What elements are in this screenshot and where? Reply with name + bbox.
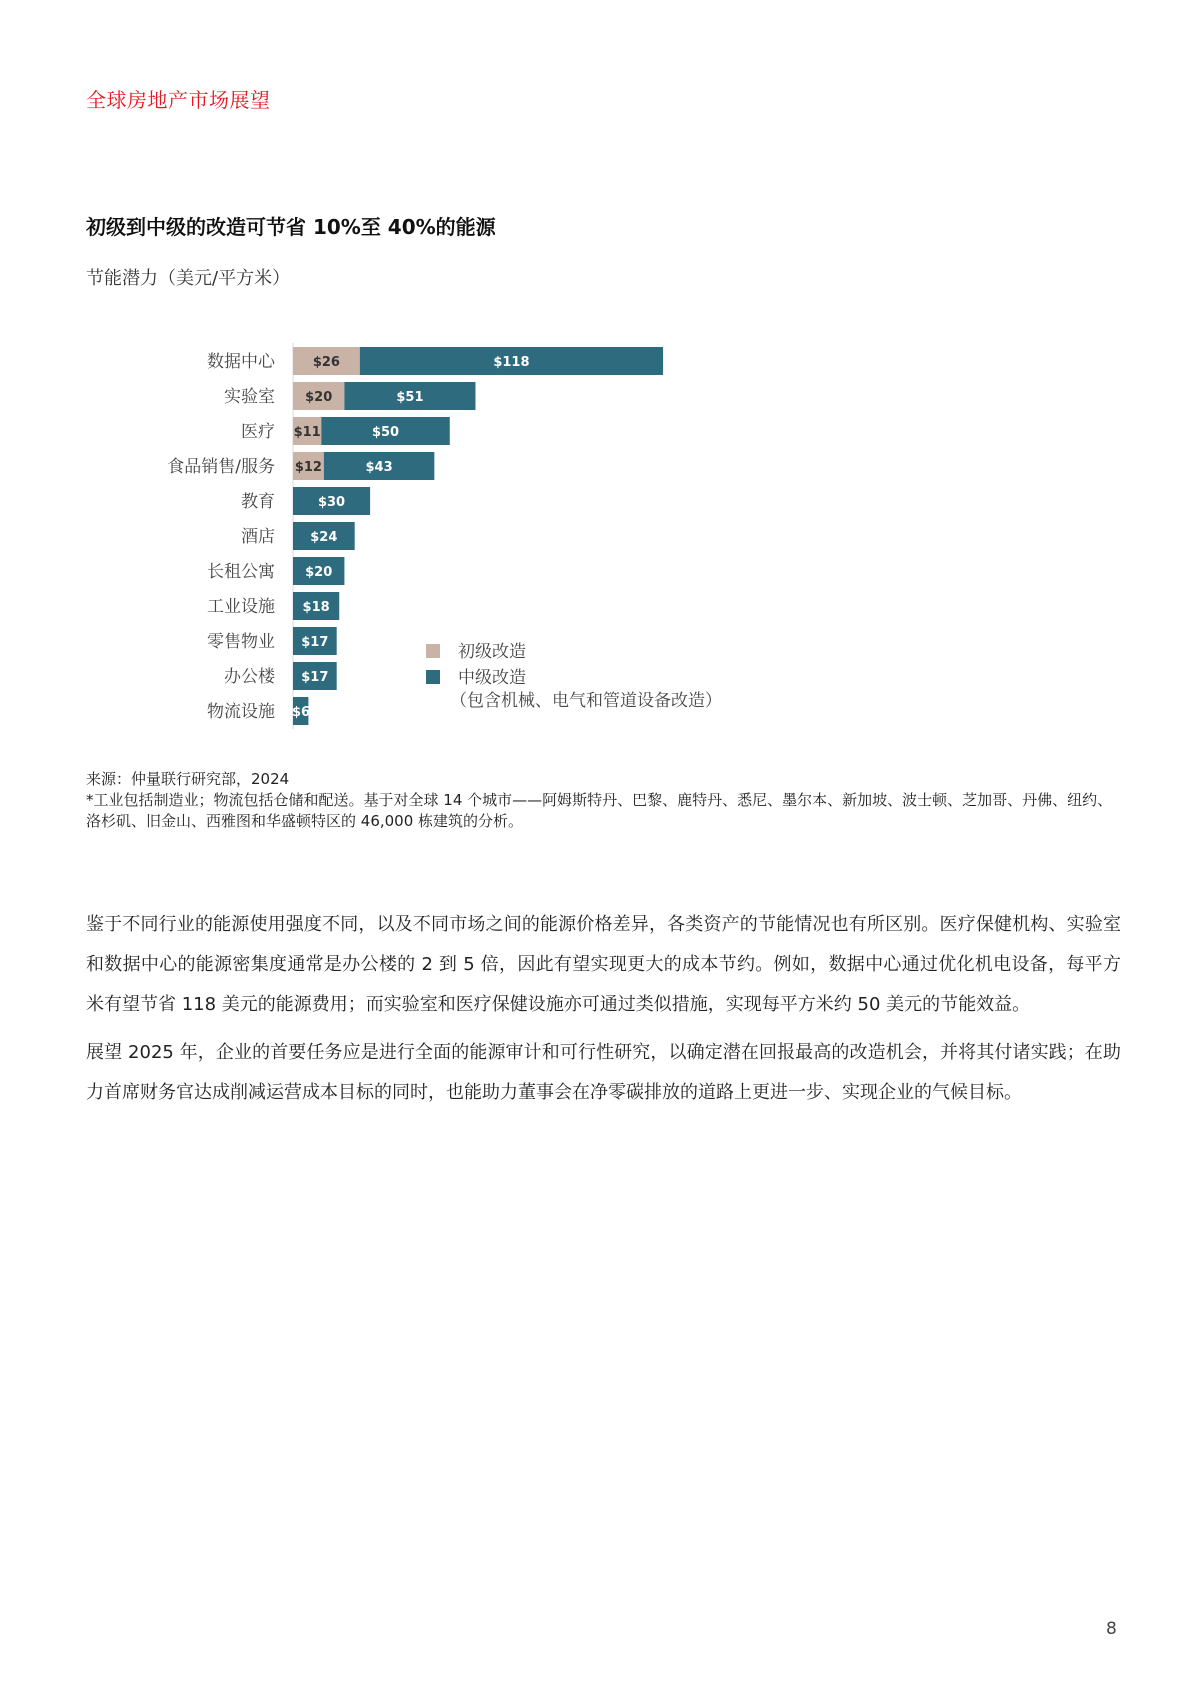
page-number: 8 <box>1106 1619 1117 1639</box>
category-label: 零售物业 <box>207 632 275 652</box>
legend-note: （包含机械、电气和管道设备改造） <box>450 691 722 711</box>
data-label-primary: $26 <box>312 355 340 370</box>
energy-savings-bar-chart <box>0 330 1200 740</box>
data-label-mid: $43 <box>365 460 393 475</box>
data-label-mid: $30 <box>317 495 346 510</box>
data-label-mid: $17 <box>301 670 329 685</box>
category-label: 物流设施 <box>207 702 275 722</box>
source-line: 来源：仲量联行研究部，2024 <box>86 770 290 788</box>
legend-swatch <box>426 644 440 658</box>
data-label-primary: $12 <box>294 460 322 475</box>
body-paragraph-1: 鉴于不同行业的能源使用强度不同，以及不同市场之间的能源价格差异，各类资产的节能情况也有所区别。医疗保健机构、实验室和数据中心的能源密集度通常是办公楼的 2 到 5 倍，因此有望实现更大的成本节约。例如，数据中心通过优化机电设备，每平方米有望节省 118 美元的能源费用；而实验室和医疗保健设施亦可通过类似措施，实现每平方米约 50 美元的节能效益。 <box>86 914 1121 1015</box>
legend-swatch <box>426 670 440 684</box>
category-label: 酒店 <box>241 527 275 547</box>
category-label: 医疗 <box>241 422 275 442</box>
data-label-primary: $20 <box>305 390 333 405</box>
data-label-mid: $50 <box>371 425 400 440</box>
category-label: 数据中心 <box>207 352 275 372</box>
legend-label: 中级改造 <box>458 668 526 688</box>
header-title: 全球房地产市场展望 <box>86 88 271 112</box>
data-label-mid: $51 <box>396 390 424 405</box>
data-label-mid: $6 <box>291 705 311 720</box>
legend-label: 初级改造 <box>458 642 526 662</box>
category-label: 长租公寓 <box>207 562 275 582</box>
data-label-mid: $17 <box>301 635 329 650</box>
chart-source <box>86 769 1126 832</box>
data-label-mid: $18 <box>302 600 330 615</box>
category-label: 实验室 <box>224 387 275 407</box>
data-label-mid: $118 <box>493 355 530 370</box>
data-label-mid: $24 <box>310 530 338 545</box>
chart-title: 初级到中级的改造可节省 10%至 40%的能源 <box>86 215 496 239</box>
category-label: 教育 <box>241 492 275 512</box>
body-text <box>86 905 1121 1121</box>
body-paragraph-2: 展望 2025 年，企业的首要任务应是进行全面的能源审计和可行性研究，以确定潜在回报最高的改造机会，并将其付诸实践；在助力首席财务官达成削减运营成本目标的同时，也能助力董事会在净零碳排放的道路上更进一步、实现企业的气候目标。 <box>86 1042 1121 1103</box>
data-label-mid: $20 <box>305 565 333 580</box>
category-label: 办公楼 <box>224 667 275 687</box>
chart-subtitle: 节能潜力（美元/平方米） <box>86 268 291 289</box>
data-label-primary: $11 <box>293 425 321 440</box>
source-footnote: *工业包括制造业；物流包括仓储和配送。基于对全球 14 个城市——阿姆斯特丹、巴黎、鹿特丹、悉尼、墨尔本、新加坡、波士顿、芝加哥、丹佛、纽约、洛杉矶、旧金山、西雅图和华盛顿特区的 46,000 栋建筑的分析。 <box>86 791 1113 830</box>
category-label: 食品销售/服务 <box>167 457 275 477</box>
category-label: 工业设施 <box>207 597 275 617</box>
